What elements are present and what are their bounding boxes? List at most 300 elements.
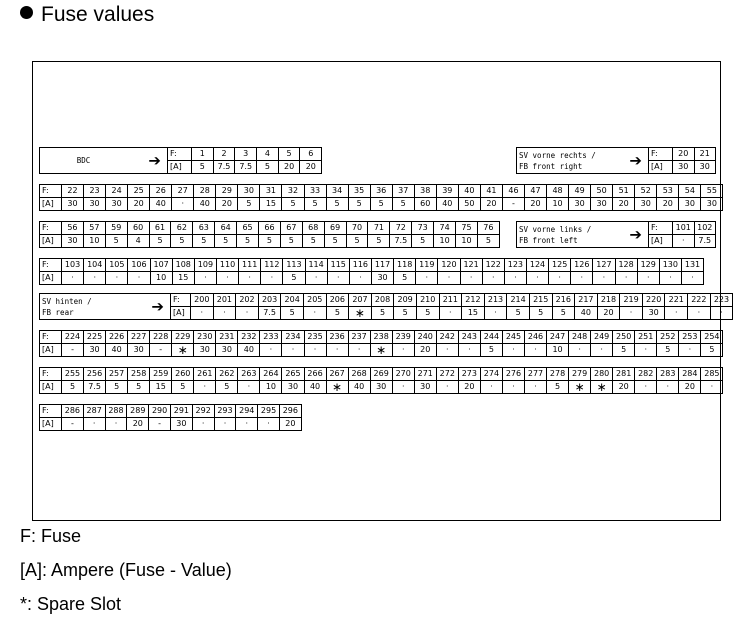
fuse-number-cell: 214 (507, 294, 530, 307)
ampere-value-cell: · (679, 344, 701, 357)
ampere-value-cell: · (236, 418, 258, 431)
fuse-number-cell: 246 (524, 331, 546, 344)
fuse-block-1-6 (39, 147, 322, 174)
fuse-number-cell: 293 (214, 405, 236, 418)
ampere-value-cell: 7.5 (84, 381, 106, 394)
fuse-number-row (40, 259, 704, 272)
ampere-value-cell: · (214, 418, 236, 431)
ampere-value-row (40, 344, 723, 357)
bullet-icon (20, 6, 33, 19)
ampere-value-cell: 5 (193, 235, 215, 248)
fuse-number-cell: 124 (526, 259, 548, 272)
fuse-number-cell: 53 (657, 185, 679, 198)
fuse-number-cell: 266 (304, 368, 326, 381)
fuse-number-cell: 37 (392, 185, 414, 198)
fuse-number-cell: 5 (278, 148, 300, 161)
fuse-number-cell: 25 (128, 185, 150, 198)
ampere-value-cell: · (105, 418, 127, 431)
ampere-row-header: [A] (171, 307, 191, 320)
ampere-value-cell: 40 (436, 198, 458, 211)
fuse-number-row (517, 222, 716, 235)
fuse-number-cell: 205 (303, 294, 326, 307)
fuse-number-cell: 225 (84, 331, 106, 344)
ampere-value-cell: 5 (348, 198, 370, 211)
block-label-text: BDC (76, 156, 91, 165)
fuse-number-cell: 67 (280, 222, 302, 235)
ampere-value-cell: 5 (326, 307, 349, 320)
ampere-value-cell: · (194, 272, 216, 285)
fuse-number-cell: 261 (194, 368, 216, 381)
right-arrow-icon: ➔ (151, 297, 164, 315)
block-label (40, 294, 171, 320)
fuse-number-cell: 66 (259, 222, 281, 235)
ampere-value-cell: 7.5 (390, 235, 412, 248)
fuse-number-cell: 200 (191, 294, 214, 307)
ampere-value-cell: 30 (673, 161, 695, 174)
ampere-value-cell: · (439, 307, 462, 320)
ampere-value-cell: 20 (458, 381, 480, 394)
fuse-number-cell: 207 (349, 294, 372, 307)
fuse-number-cell: 115 (327, 259, 349, 272)
fuse-number-row (40, 185, 723, 198)
ampere-value-cell: · (524, 381, 546, 394)
ampere-value-cell: · (84, 272, 106, 285)
fuse-number-cell: 35 (348, 185, 370, 198)
fuse-number-cell: 69 (324, 222, 346, 235)
ampere-value-cell: · (172, 198, 194, 211)
ampere-value-cell: 7.5 (213, 161, 235, 174)
fuse-number-cell: 71 (368, 222, 390, 235)
fuse-row-header: F: (171, 294, 191, 307)
ampere-value-cell: · (305, 272, 327, 285)
fuse-number-cell: 125 (549, 259, 571, 272)
fuse-number-cell: 33 (304, 185, 326, 198)
ampere-value-cell: 50 (458, 198, 480, 211)
fuse-number-cell: 236 (326, 331, 348, 344)
ampere-value-cell: · (526, 272, 548, 285)
fuse-number-row (40, 294, 733, 307)
ampere-value-cell: - (62, 418, 84, 431)
ampere-value-row (40, 272, 704, 285)
ampere-row-header: [A] (40, 198, 62, 211)
ampere-value-cell: · (673, 235, 695, 248)
fuse-number-cell: 122 (482, 259, 504, 272)
ampere-value-cell: 5 (105, 235, 127, 248)
ampere-value-cell: 30 (414, 381, 436, 394)
fuse-number-cell: 271 (414, 368, 436, 381)
ampere-value-cell: · (349, 272, 371, 285)
ampere-value-cell: 5 (302, 235, 324, 248)
fuse-number-cell: 273 (458, 368, 480, 381)
fuse-number-cell: 118 (394, 259, 416, 272)
fuse-number-cell: 116 (349, 259, 371, 272)
fuse-number-cell: 70 (346, 222, 368, 235)
ampere-value-cell: 10 (547, 344, 569, 357)
fuse-number-cell: 210 (416, 294, 439, 307)
ampere-value-cell: 20 (524, 198, 546, 211)
ampere-value-cell: · (106, 272, 128, 285)
ampere-value-cell: 20 (613, 198, 635, 211)
ampere-value-cell: 30 (170, 418, 192, 431)
fuse-number-cell: 249 (591, 331, 613, 344)
ampere-value-row (40, 235, 500, 248)
fuse-number-cell: 68 (302, 222, 324, 235)
ampere-value-cell: 30 (371, 272, 393, 285)
ampere-value-cell: · (392, 344, 414, 357)
fuse-number-cell: 62 (171, 222, 193, 235)
fuse-block-103-131 (39, 258, 704, 285)
ampere-value-cell: 5 (62, 381, 84, 394)
fuse-number-cell: 221 (665, 294, 688, 307)
ampere-value-cell: 20 (597, 307, 620, 320)
fuse-number-cell: 34 (326, 185, 348, 198)
fuse-number-cell: 46 (502, 185, 524, 198)
fuse-number-cell: 119 (416, 259, 438, 272)
ampere-value-cell: 30 (62, 235, 84, 248)
ampere-row-header: [A] (40, 272, 62, 285)
fuse-number-cell: 204 (281, 294, 304, 307)
ampere-value-cell: ∗ (172, 344, 194, 357)
block-label-text: SV hinten / FB rear (42, 296, 92, 317)
fuse-number-cell: 29 (216, 185, 238, 198)
fuse-number-cell: 239 (392, 331, 414, 344)
fuse-number-cell: 75 (456, 222, 478, 235)
ampere-value-cell: 5 (106, 381, 128, 394)
fuse-number-cell: 256 (84, 368, 106, 381)
ampere-value-cell: · (239, 272, 261, 285)
ampere-value-cell: · (261, 272, 283, 285)
fuse-number-cell: 74 (434, 222, 456, 235)
ampere-value-cell: 30 (370, 381, 392, 394)
ampere-value-cell: 5 (477, 235, 499, 248)
fuse-number-cell: 76 (477, 222, 499, 235)
ampere-value-cell: 5 (394, 307, 417, 320)
ampere-value-cell: 20 (480, 198, 502, 211)
fuse-number-cell: 206 (326, 294, 349, 307)
fuse-number-cell: 106 (128, 259, 150, 272)
fuse-number-cell: 235 (304, 331, 326, 344)
ampere-value-cell: 40 (150, 198, 172, 211)
ampere-value-cell: 30 (701, 198, 723, 211)
fuse-number-cell: 41 (480, 185, 502, 198)
ampere-value-cell: · (213, 307, 236, 320)
ampere-value-cell: · (304, 344, 326, 357)
fuse-number-cell: 114 (305, 259, 327, 272)
ampere-value-row (40, 381, 723, 394)
fuse-number-cell: 28 (194, 185, 216, 198)
fuse-number-row (40, 368, 723, 381)
ampere-value-cell: 30 (106, 198, 128, 211)
fuse-block-200-223 (39, 293, 733, 320)
fuse-number-cell: 229 (172, 331, 194, 344)
fuse-number-cell: 259 (150, 368, 172, 381)
fuse-number-cell: 31 (260, 185, 282, 198)
ampere-value-cell: 10 (150, 272, 172, 285)
fuse-number-cell: 40 (458, 185, 480, 198)
fuse-number-cell: 274 (480, 368, 502, 381)
fuse-block-22-55 (39, 184, 723, 211)
ampere-value-cell: 15 (260, 198, 282, 211)
fuse-number-cell: 255 (62, 368, 84, 381)
ampere-value-cell: 5 (529, 307, 552, 320)
fuse-block-101-102 (516, 221, 716, 248)
ampere-value-cell: 60 (414, 198, 436, 211)
ampere-value-cell: · (701, 381, 723, 394)
fuse-diagram-frame (32, 61, 721, 521)
ampere-value-cell: 5 (215, 235, 237, 248)
fuse-number-cell: 49 (569, 185, 591, 198)
fuse-number-cell: 237 (348, 331, 370, 344)
ampere-value-cell: 30 (84, 344, 106, 357)
ampere-value-cell: 40 (348, 381, 370, 394)
ampere-value-cell: 5 (257, 161, 279, 174)
ampere-value-cell: · (484, 307, 507, 320)
ampere-value-cell: · (549, 272, 571, 285)
ampere-value-cell: 40 (575, 307, 598, 320)
fuse-number-cell: 262 (216, 368, 238, 381)
fuse-number-cell: 27 (172, 185, 194, 198)
fuse-number-cell: 219 (620, 294, 643, 307)
ampere-value-cell: 5 (412, 235, 434, 248)
fuse-number-cell: 277 (524, 368, 546, 381)
fuse-number-cell: 245 (502, 331, 524, 344)
title-text: Fuse values (41, 3, 155, 26)
ampere-row-header: [A] (40, 418, 62, 431)
ampere-value-cell: · (681, 272, 703, 285)
fuse-row-header: F: (40, 222, 62, 235)
fuse-number-cell: 243 (458, 331, 480, 344)
fuse-number-cell: 52 (635, 185, 657, 198)
ampere-value-cell: 5 (282, 198, 304, 211)
ampere-value-cell: · (192, 418, 214, 431)
fuse-number-cell: 217 (575, 294, 598, 307)
ampere-value-cell: · (569, 344, 591, 357)
ampere-value-cell: 10 (434, 235, 456, 248)
fuse-number-cell: 23 (84, 185, 106, 198)
legend-ampere: [A]: Ampere (Fuse - Value) (20, 560, 232, 580)
ampere-row-header: [A] (40, 344, 62, 357)
ampere-value-cell: ∗ (569, 381, 591, 394)
ampere-value-cell: 5 (394, 272, 416, 285)
fuse-number-cell: 57 (83, 222, 105, 235)
fuse-number-cell: 260 (172, 368, 194, 381)
fuse-number-cell: 202 (236, 294, 259, 307)
ampere-value-cell: · (482, 272, 504, 285)
ampere-value-cell: 5 (192, 161, 214, 174)
fuse-number-cell: 64 (215, 222, 237, 235)
ampere-value-cell: 5 (370, 198, 392, 211)
fuse-number-cell: 253 (679, 331, 701, 344)
fuse-number-cell: 211 (439, 294, 462, 307)
ampere-value-row (40, 418, 302, 431)
ampere-value-cell: - (502, 198, 524, 211)
ampere-value-cell: 5 (304, 198, 326, 211)
fuse-number-cell: 283 (657, 368, 679, 381)
ampere-value-cell: 5 (172, 381, 194, 394)
ampere-value-cell: 15 (172, 272, 194, 285)
fuse-number-row (40, 331, 723, 344)
ampere-value-cell: 40 (194, 198, 216, 211)
ampere-value-cell: 5 (149, 235, 171, 248)
ampere-value-cell: 7.5 (235, 161, 257, 174)
ampere-value-cell: 5 (281, 307, 304, 320)
ampere-value-cell: 5 (346, 235, 368, 248)
fuse-number-row (517, 148, 716, 161)
ampere-value-cell: 5 (701, 344, 723, 357)
fuse-number-cell: 123 (504, 259, 526, 272)
ampere-value-cell: 20 (613, 381, 635, 394)
fuse-number-cell: 208 (371, 294, 394, 307)
ampere-value-cell: · (194, 381, 216, 394)
ampere-value-cell: 30 (635, 198, 657, 211)
ampere-value-cell: · (504, 272, 526, 285)
ampere-value-cell: - (149, 418, 171, 431)
fuse-number-cell: 220 (642, 294, 665, 307)
ampere-value-cell: · (83, 418, 105, 431)
ampere-value-cell: 30 (282, 381, 304, 394)
ampere-row-header: [A] (168, 161, 192, 174)
fuse-number-cell: 295 (258, 405, 280, 418)
fuse-number-cell: 216 (552, 294, 575, 307)
fuse-number-cell: 294 (236, 405, 258, 418)
fuse-number-cell: 112 (261, 259, 283, 272)
ampere-value-cell: · (591, 344, 613, 357)
ampere-value-cell: 4 (127, 235, 149, 248)
block-label (517, 222, 649, 248)
ampere-value-cell: 40 (238, 344, 260, 357)
ampere-value-cell: 5 (507, 307, 530, 320)
fuse-number-cell: 278 (547, 368, 569, 381)
ampere-value-cell: · (615, 272, 637, 285)
fuse-block-224-254 (39, 330, 723, 357)
fuse-number-cell: 290 (149, 405, 171, 418)
ampere-value-cell: 30 (569, 198, 591, 211)
fuse-number-cell: 203 (258, 294, 281, 307)
fuse-number-row (40, 405, 302, 418)
ampere-value-cell: · (620, 307, 643, 320)
fuse-number-cell: 59 (105, 222, 127, 235)
ampere-value-cell: 20 (278, 161, 300, 174)
fuse-number-cell: 55 (701, 185, 723, 198)
ampere-value-cell: · (128, 272, 150, 285)
fuse-number-cell: 272 (436, 368, 458, 381)
fuse-number-cell: 287 (83, 405, 105, 418)
fuse-number-cell: 231 (216, 331, 238, 344)
ampere-value-cell: · (416, 272, 438, 285)
ampere-value-cell: · (460, 272, 482, 285)
fuse-number-cell: 230 (194, 331, 216, 344)
ampere-value-cell: 5 (324, 235, 346, 248)
ampere-value-cell: ∗ (370, 344, 392, 357)
ampere-value-cell: 20 (679, 381, 701, 394)
legend-spare: *: Spare Slot (20, 594, 122, 614)
ampere-value-cell: · (348, 344, 370, 357)
fuse-number-cell: 3 (235, 148, 257, 161)
fuse-number-cell: 131 (681, 259, 703, 272)
ampere-value-cell: 30 (642, 307, 665, 320)
fuse-number-cell: 129 (637, 259, 659, 272)
legend-fuse: F: Fuse (20, 526, 82, 546)
fuse-number-cell: 224 (62, 331, 84, 344)
fuse-number-cell: 238 (370, 331, 392, 344)
block-label-text: SV vorne rechts / FB front right (519, 150, 596, 171)
fuse-number-cell: 218 (597, 294, 620, 307)
ampere-value-cell: 5 (283, 272, 305, 285)
ampere-value-cell: · (502, 381, 524, 394)
fuse-row-header: F: (40, 368, 62, 381)
ampere-value-cell: · (571, 272, 593, 285)
fuse-number-cell: 24 (106, 185, 128, 198)
fuse-number-cell: 38 (414, 185, 436, 198)
fuse-number-cell: 288 (105, 405, 127, 418)
ampere-value-cell: · (659, 272, 681, 285)
fuse-number-cell: 32 (282, 185, 304, 198)
fuse-number-cell: 254 (701, 331, 723, 344)
ampere-value-cell: 5 (657, 344, 679, 357)
ampere-value-cell: · (665, 307, 688, 320)
ampere-value-cell: 20 (127, 418, 149, 431)
ampere-value-cell: · (216, 272, 238, 285)
fuse-row-header: F: (40, 405, 62, 418)
fuse-number-cell: 36 (370, 185, 392, 198)
ampere-value-cell: 20 (657, 198, 679, 211)
fuse-number-cell: 128 (615, 259, 637, 272)
fuse-number-cell: 227 (128, 331, 150, 344)
fuse-number-cell: 291 (170, 405, 192, 418)
ampere-value-cell: · (635, 381, 657, 394)
ampere-row-header: [A] (649, 161, 673, 174)
ampere-value-cell: · (502, 344, 524, 357)
fuse-number-cell: 286 (62, 405, 84, 418)
fuse-number-cell: 212 (462, 294, 485, 307)
ampere-value-cell: · (258, 418, 280, 431)
ampere-value-cell: 5 (552, 307, 575, 320)
fuse-number-cell: 234 (282, 331, 304, 344)
fuse-number-cell: 73 (412, 222, 434, 235)
fuse-number-cell: 226 (106, 331, 128, 344)
ampere-value-cell: 5 (392, 198, 414, 211)
fuse-number-cell: 242 (436, 331, 458, 344)
fuse-number-cell: 47 (524, 185, 546, 198)
fuse-number-cell: 233 (260, 331, 282, 344)
fuse-number-cell: 263 (238, 368, 260, 381)
fuse-number-cell: 107 (150, 259, 172, 272)
fuse-number-cell: 268 (348, 368, 370, 381)
fuse-row-header: F: (40, 259, 62, 272)
block-label (40, 148, 168, 174)
fuse-number-cell: 289 (127, 405, 149, 418)
ampere-value-cell: 15 (462, 307, 485, 320)
fuse-number-cell: 60 (127, 222, 149, 235)
fuse-number-cell: 108 (172, 259, 194, 272)
ampere-value-cell: 5 (171, 235, 193, 248)
fuse-number-cell: 6 (300, 148, 322, 161)
fuse-number-cell: 292 (192, 405, 214, 418)
ampere-value-cell: - (62, 344, 84, 357)
fuse-number-cell: 48 (547, 185, 569, 198)
ampere-value-cell: ∗ (349, 307, 372, 320)
fuse-row-header: F: (40, 185, 62, 198)
ampere-value-cell: 5 (326, 198, 348, 211)
fuse-number-cell: 51 (613, 185, 635, 198)
ampere-value-cell: · (710, 307, 733, 320)
fuse-number-cell: 109 (194, 259, 216, 272)
fuse-number-cell: 63 (193, 222, 215, 235)
ampere-value-cell: 30 (84, 198, 106, 211)
fuse-number-cell: 228 (150, 331, 172, 344)
fuse-number-cell: 103 (62, 259, 84, 272)
ampere-value-cell: 5 (368, 235, 390, 248)
